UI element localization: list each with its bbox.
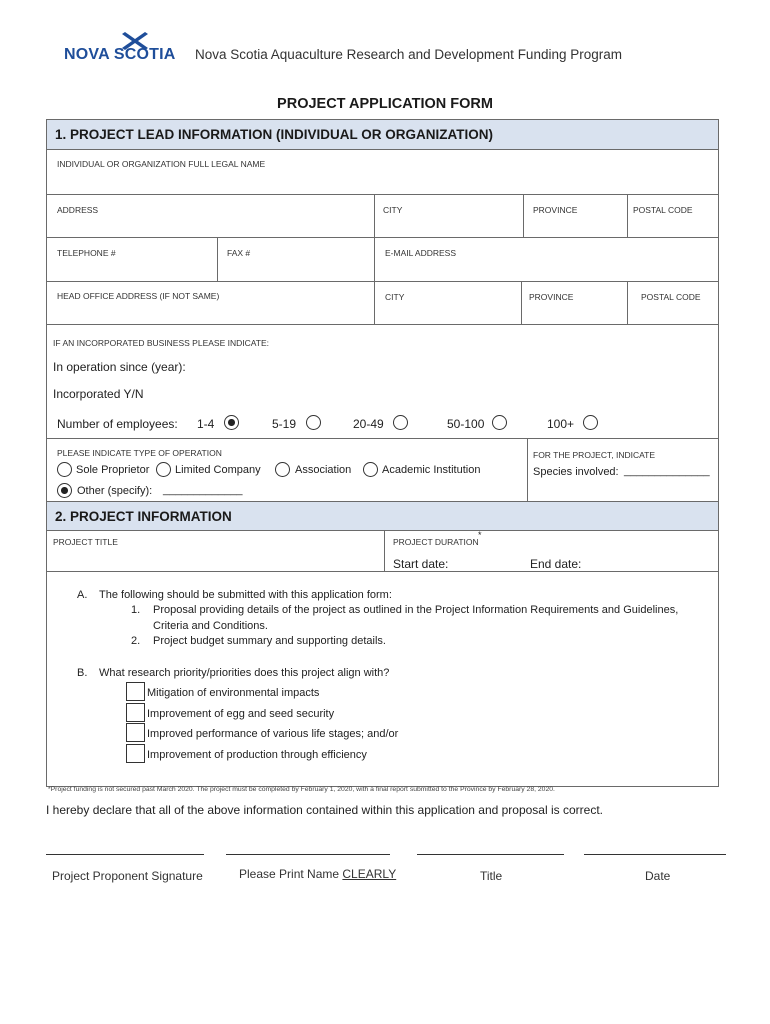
print-name-label — [239, 867, 396, 881]
priority-checkbox-life-stages[interactable] — [126, 723, 145, 742]
print-name-emphasis: CLEARLY — [342, 867, 397, 881]
program-title: Nova Scotia Aquaculture Research and Development Funding Program — [195, 47, 622, 62]
postal-code-2-label: POSTAL CODE — [641, 292, 701, 302]
operation-option-label: Sole Proprietor — [76, 464, 150, 476]
item-b-text: What research priority/priorities does this project align with? — [99, 667, 390, 679]
in-operation-since-field[interactable] — [187, 358, 387, 376]
project-title-label: PROJECT TITLE — [53, 537, 118, 547]
operation-option-label: Other (specify): — [77, 485, 153, 497]
funding-footnote: *Project funding is not secured past March 2020. The project must be completed by February 1, 2020, with a final report submitted to the Province by February 28, 2020. — [48, 786, 555, 793]
operation-radio-sole-proprietor[interactable] — [57, 462, 72, 477]
incorporated-yn-field[interactable] — [147, 385, 267, 403]
print-name-line[interactable] — [226, 854, 390, 855]
item-a-sub-text-cont: Criteria and Conditions. — [153, 620, 268, 632]
operation-option-label: Limited Company — [175, 464, 261, 476]
incorporated-prompt: IF AN INCORPORATED BUSINESS PLEASE INDICATE: — [53, 338, 270, 348]
fax-label: FAX # — [227, 248, 251, 258]
employee-radio-50-100[interactable] — [492, 415, 507, 430]
operation-radio-association[interactable] — [275, 462, 290, 477]
head-office-label: HEAD OFFICE ADDRESS (IF NOT SAME) — [57, 291, 220, 301]
legal-name-field[interactable] — [47, 150, 718, 194]
title-label: Title — [480, 869, 503, 883]
operation-radio-academic-institution[interactable] — [363, 462, 378, 477]
employee-option-label: 20-49 — [353, 417, 384, 431]
operation-type-label: PLEASE INDICATE TYPE OF OPERATION — [57, 448, 222, 458]
item-b-letter: B. — [77, 667, 88, 679]
section-2-heading — [47, 501, 718, 531]
project-title-field[interactable] — [47, 531, 384, 571]
province-label: PROVINCE — [533, 205, 578, 215]
item-a-sub-text: Proposal providing details of the project as outlined in the Project Information Requirements and Guidelines, — [153, 604, 679, 616]
employee-option-label: 1-4 — [197, 417, 215, 431]
print-name-prefix: Please Print Name — [239, 867, 340, 881]
priority-checkbox-efficiency[interactable] — [126, 744, 145, 763]
end-date-label: End date: — [530, 557, 582, 571]
section-1-heading — [47, 120, 718, 150]
employee-option-label: 5-19 — [272, 417, 297, 431]
employee-option-label: 50-100 — [447, 417, 485, 431]
employee-radio-1-4[interactable] — [224, 415, 239, 430]
duration-footnote-mark: * — [478, 530, 482, 540]
province-2-field[interactable] — [522, 281, 627, 324]
signature-line[interactable] — [46, 854, 204, 855]
city-label: CITY — [383, 205, 403, 215]
postal-code-label: POSTAL CODE — [633, 205, 693, 215]
in-operation-since-label: In operation since (year): — [53, 360, 186, 374]
priority-checkbox-mitigation[interactable] — [126, 682, 145, 701]
operation-radio-other[interactable] — [57, 483, 72, 498]
employees-label: Number of employees: — [57, 417, 178, 431]
incorporated-yn-label: Incorporated Y/N — [53, 387, 144, 401]
priority-label: Mitigation of environmental impacts — [147, 687, 320, 699]
postal-code-field[interactable] — [628, 194, 718, 237]
logo-text: NOVA SCOTIA — [64, 46, 176, 63]
head-office-field[interactable] — [47, 281, 374, 324]
address-field[interactable] — [47, 194, 374, 237]
postal-code-2-field[interactable] — [628, 281, 718, 324]
employee-radio-5-19[interactable] — [306, 415, 321, 430]
priority-label: Improvement of egg and seed security — [147, 708, 335, 720]
city-field[interactable] — [375, 194, 523, 237]
priority-label: Improvement of production through efficiency — [147, 749, 367, 761]
legal-name-label: INDIVIDUAL OR ORGANIZATION FULL LEGAL NAME — [57, 159, 266, 169]
employee-radio-20-49[interactable] — [393, 415, 408, 430]
proponent-signature-label: Project Proponent Signature — [52, 869, 203, 883]
species-involved-blank[interactable]: ______________ — [624, 465, 710, 477]
title-line[interactable] — [417, 854, 564, 855]
operation-option-label: Academic Institution — [382, 464, 481, 476]
employee-option-label: 100+ — [547, 417, 575, 431]
species-involved-label: Species involved: — [533, 466, 619, 478]
item-a-letter: A. — [77, 589, 88, 601]
province-2-label: PROVINCE — [529, 292, 574, 302]
priority-label: Improved performance of various life stages; and/or — [147, 728, 399, 740]
section-2-title: 2. PROJECT INFORMATION — [55, 508, 232, 524]
email-label: E-MAIL ADDRESS — [385, 248, 457, 258]
start-date-label: Start date: — [393, 557, 449, 571]
date-label: Date — [645, 869, 671, 883]
for-project-label: FOR THE PROJECT, INDICATE — [533, 450, 656, 460]
application-form — [46, 119, 719, 787]
date-line[interactable] — [584, 854, 726, 855]
section-1-title: 1. PROJECT LEAD INFORMATION (INDIVIDUAL OR ORGANIZATION) — [55, 127, 493, 142]
item-a-text: The following should be submitted with this application form: — [99, 589, 392, 601]
email-field[interactable] — [375, 237, 718, 281]
province-field[interactable] — [524, 194, 627, 237]
other-specify-blank[interactable]: _____________ — [163, 484, 243, 496]
telephone-field[interactable] — [47, 237, 217, 281]
employee-radio-100-plus[interactable] — [583, 415, 598, 430]
nova-scotia-logo — [64, 32, 180, 64]
priority-checkbox-egg-seed[interactable] — [126, 703, 145, 722]
item-a-sub-number: 1. — [131, 604, 141, 616]
item-a-sub-number: 2. — [131, 635, 141, 647]
city-2-field[interactable] — [375, 281, 521, 324]
fax-field[interactable] — [218, 237, 374, 281]
declaration-text: I hereby declare that all of the above information contained within this application and proposal is correct. — [46, 803, 603, 817]
form-title: PROJECT APPLICATION FORM — [277, 96, 493, 112]
city-2-label: CITY — [385, 292, 405, 302]
telephone-label: TELEPHONE # — [57, 248, 116, 258]
project-duration-label: PROJECT DURATION — [393, 537, 479, 547]
operation-radio-limited-company[interactable] — [156, 462, 171, 477]
item-a-sub-text: Project budget summary and supporting details. — [153, 635, 386, 647]
operation-option-label: Association — [295, 464, 352, 476]
address-label: ADDRESS — [57, 205, 99, 215]
